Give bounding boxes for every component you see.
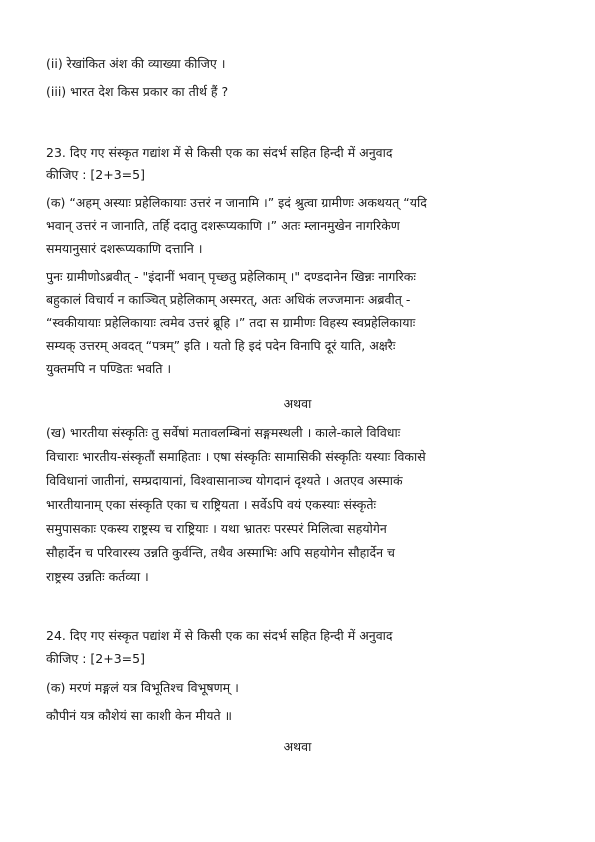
question-23-heading-line-2: कीजिए : [2+3=5] xyxy=(46,167,145,182)
passage-kha-line-5: समुपासकाः एकस्य राष्ट्रस्य च राष्ट्रियाः । यथा भ्रातरः परस्परं मिलित्वा सहयोगेन xyxy=(46,521,387,536)
question-23-heading-line-1: 23. दिए गए संस्कृत गद्यांश में से किसी एक का संदर्भ सहित हिन्दी में अनुवाद xyxy=(46,145,393,160)
passage-ka-line-2: भवान् उत्तरं न जानाति, तर्हि ददातु दशरूप्यकाणि ।” अतः म्लानमुखेन नागरिकेण xyxy=(46,218,400,233)
passage-kha-line-3: विविधानां जातीनां, सम्प्रदायानां, विश्वासानाञ्च योगदानं दृश्यते । अतएव अस्माकं xyxy=(46,473,403,488)
passage-ka-line-3: समयानुसारं दशरूप्यकाणि दत्तानि । xyxy=(46,241,203,256)
passage-kha-line-4: भारतीयानाम् एका संस्कृति एका च राष्ट्रियता । सर्वेऽपि वयं एकस्याः संस्कृतेः xyxy=(46,497,377,512)
question-22-sub-iii: (iii) भारत देश किस प्रकार का तीर्थ हैं ? xyxy=(46,84,229,99)
passage-kha-line-6: सौहार्देन च परिवारस्य उन्नति कुर्वन्ति, तथैव अस्माभिः अपि सहयोगेन सौहार्देन च xyxy=(46,545,395,560)
passage-ka-line-7: सम्यक् उत्तरम् अवदत् “पत्रम्” इति । यतो हि इदं पदेन विनापि दूरं याति, अक्षरैः xyxy=(46,338,396,353)
passage-kha-line-7: राष्ट्रस्य उन्नतिः कर्तव्या । xyxy=(46,569,149,584)
passage-ka-line-8: युक्तमपि न पण्डितः भवति । xyxy=(46,361,172,376)
verse-ka-line-1: (क) मरणं मङ्गलं यत्र विभूतिश्च विभूषणम् । xyxy=(46,680,239,695)
verse-ka-line-2: कौपीनं यत्र कौशेयं सा काशी केन मीयते ॥ xyxy=(46,708,233,723)
question-24-heading-line-2: कीजिए : [2+3=5] xyxy=(46,651,145,666)
passage-ka-line-6: “स्वकीयायाः प्रहेलिकायाः त्वमेव उत्तरं ब्रूहि ।” तदा स ग्रामीणः विहस्य स्वप्रहेलिकायाः xyxy=(46,315,416,330)
passage-ka-line-1: (क) “अहम् अस्याः प्रहेलिकायाः उत्तरं न जानामि ।” इदं श्रुत्वा ग्रामीणः अकथयत् “यदि xyxy=(46,195,427,210)
question-24-heading-line-1: 24. दिए गए संस्कृत पद्यांश में से किसी एक का संदर्भ सहित हिन्दी में अनुवाद xyxy=(46,628,393,643)
question-22-sub-ii: (ii) रेखांकित अंश की व्याख्या कीजिए । xyxy=(46,56,226,71)
passage-ka-line-5: बहुकालं विचार्य न काञ्चित् प्रहेलिकाम् अस्मरत्, अतः अधिकं लज्जमानः अब्रवीत् - xyxy=(46,292,411,307)
passage-ka-line-4: पुनः ग्रामीणोऽब्रवीत् - "इंदानीं भवान् पृच्छतु प्रहेलिकाम् ।" दण्डदानेन खिन्नः नागरिकः xyxy=(46,269,416,284)
athva-separator: अथवा xyxy=(283,396,312,411)
passage-kha-line-1: (ख) भारतीया संस्कृतिः तु सर्वेषां मतावलम्बिनां सङ्गमस्थली । काले-काले विविधाः xyxy=(46,425,401,440)
athva-separator-2: अथवा xyxy=(283,739,312,754)
passage-kha-line-2: विचाराः भारतीय-संस्कृतौं समाहिताः । एषा संस्कृतिः सामासिकी संस्कृतिः यस्याः विकासे xyxy=(46,449,426,464)
